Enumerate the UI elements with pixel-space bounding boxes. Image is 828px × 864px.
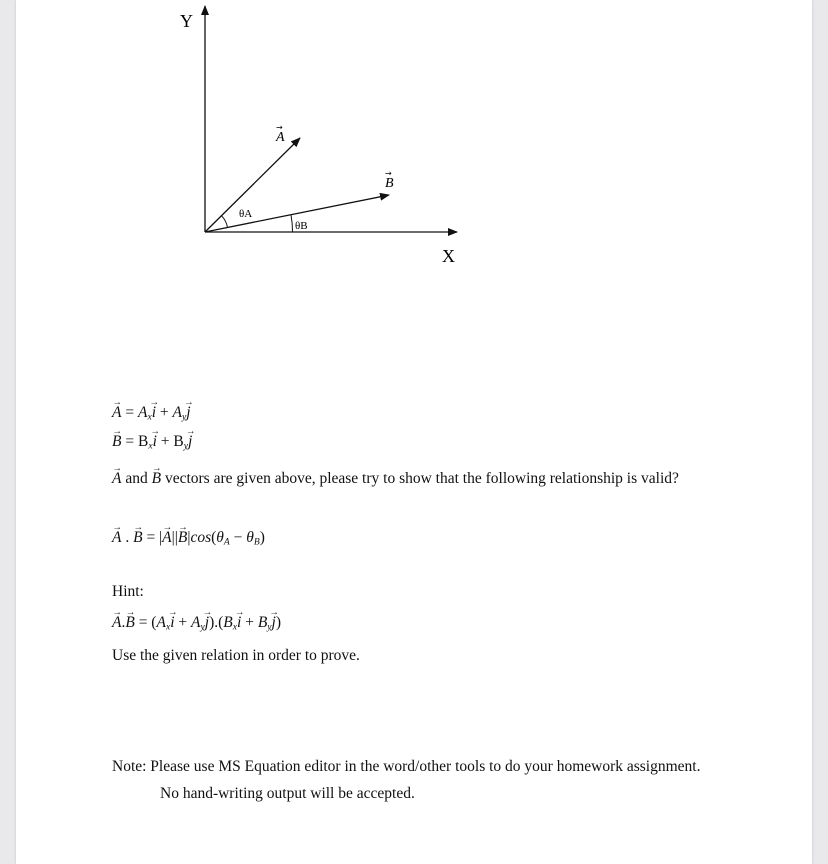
theta-a-label: θA	[239, 208, 253, 220]
theta-b-label: θB	[295, 220, 308, 232]
theta-a-arc	[222, 216, 228, 228]
document-page	[16, 0, 812, 864]
note-line-2: No hand-writing output will be accepted.	[160, 785, 415, 802]
x-axis-label: X	[442, 246, 455, 266]
vector-a-label: A	[276, 130, 285, 145]
and-word: and	[125, 470, 148, 487]
question-text: → A and → B vectors are given above, please try to show that the following relationship is valid?	[112, 470, 679, 488]
vector-diagram	[16, 0, 812, 300]
hint-relation: → $A.\to B = (A_x\to i + A_y\to j).(B_x\to i + B_y\to j)$	[112, 614, 281, 633]
target-relation: → A . → B = |→ $A||\to B|\cos(\theta_A - \theta_B)$	[112, 529, 265, 548]
hint-label: Hint:	[112, 583, 144, 600]
hint-instruction: Use the given relation in order to prove.	[112, 647, 360, 664]
theta-b-arc	[291, 215, 293, 232]
vector-b-label: B	[385, 176, 394, 191]
note-line-1: Note: Please use MS Equation editor in the word/other tools to do your homework assignment.	[112, 758, 701, 775]
equation-b: → $B = B_x\to i + B_y\to j$	[112, 433, 192, 452]
vector-a-arrow	[205, 138, 300, 232]
equation-a: → $A = A_x\to i + A_y\to j$	[112, 404, 191, 423]
vector-b-label-arrow: →	[385, 169, 392, 178]
question-sentence: vectors are given above, please try to show that the following relationship is valid?	[164, 470, 679, 487]
y-axis-label: Y	[180, 11, 193, 31]
vector-a-label-arrow: →	[276, 123, 283, 132]
